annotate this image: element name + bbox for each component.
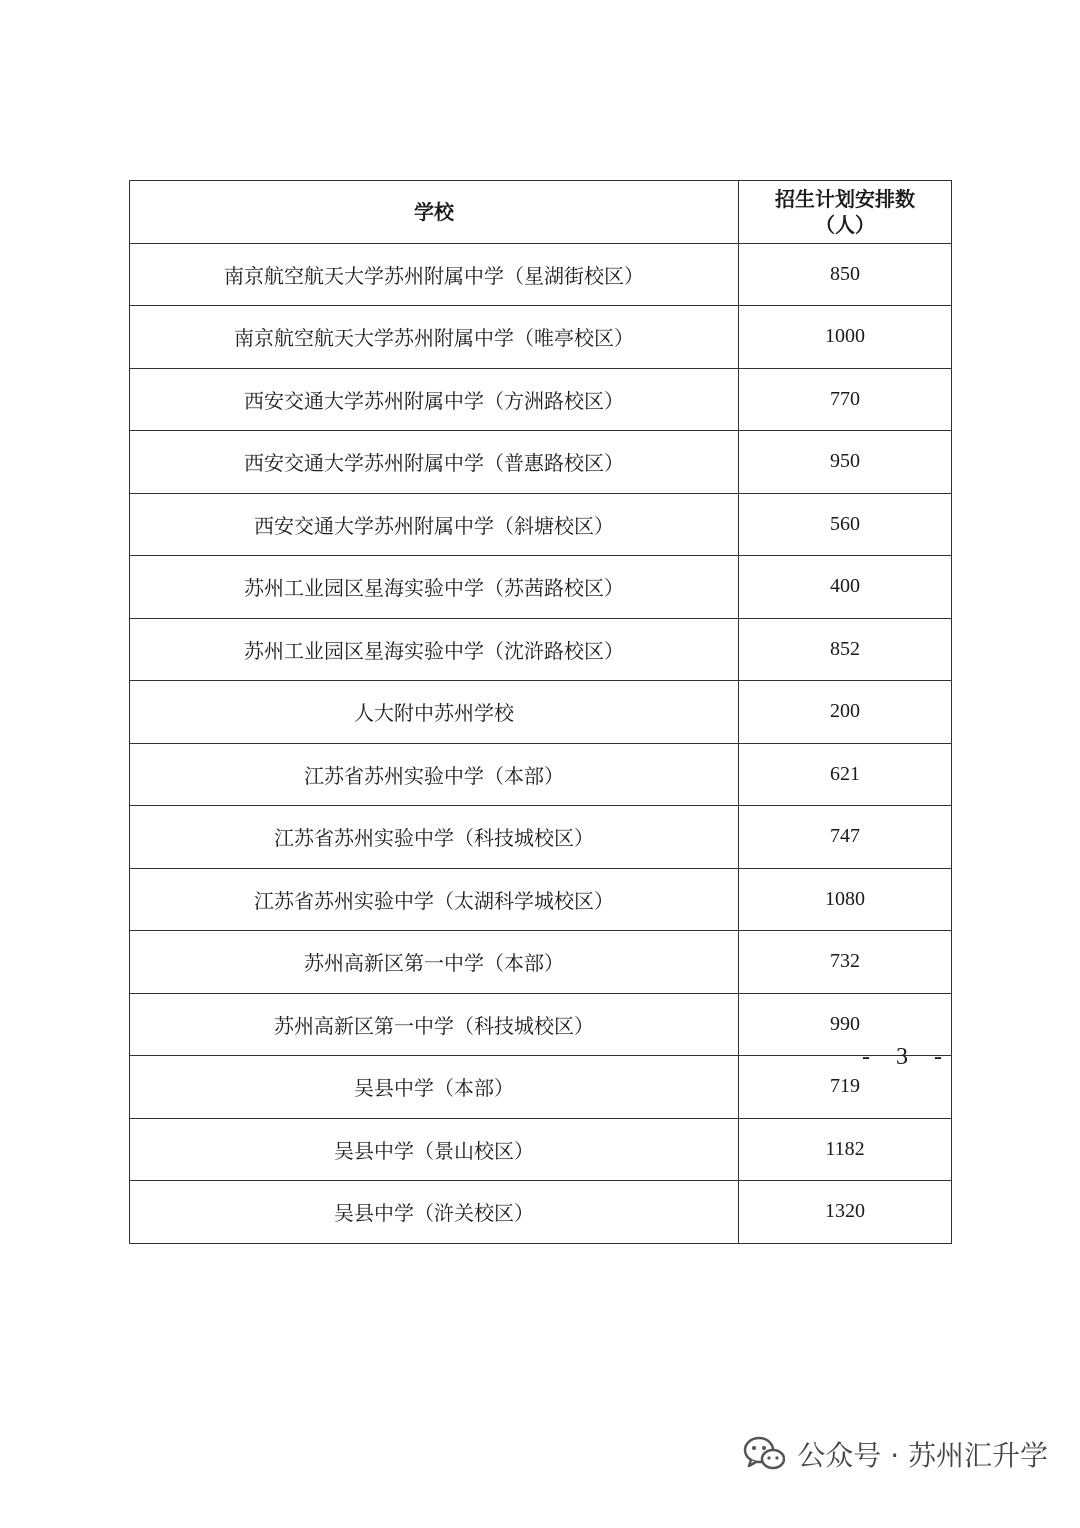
table-row: [130, 681, 952, 744]
plan-count: 852: [739, 618, 952, 681]
enrollment-plan-table: [129, 180, 952, 1244]
plan-count: 732: [739, 931, 952, 994]
table-row: [130, 806, 952, 869]
table-row: [130, 1118, 952, 1181]
school-name: 吴县中学（浒关校区）: [130, 1181, 739, 1244]
table-row: [130, 743, 952, 806]
plan-count: 1080: [739, 868, 952, 931]
plan-count: 770: [739, 368, 952, 431]
plan-count: 1320: [739, 1181, 952, 1244]
watermark: [743, 1434, 1048, 1474]
plan-count: 950: [739, 431, 952, 494]
plan-count: 200: [739, 681, 952, 744]
plan-count: 747: [739, 806, 952, 869]
table-row: [130, 368, 952, 431]
wechat-icon: [743, 1436, 785, 1472]
plan-count: 719: [739, 1056, 952, 1119]
school-name: 江苏省苏州实验中学（太湖科学城校区）: [130, 868, 739, 931]
school-name: 江苏省苏州实验中学（本部）: [130, 743, 739, 806]
plan-count: 850: [739, 243, 952, 306]
school-name: 人大附中苏州学校: [130, 681, 739, 744]
school-name: 西安交通大学苏州附属中学（方洲路校区）: [130, 368, 739, 431]
table-row: [130, 493, 952, 556]
plan-count: 1000: [739, 306, 952, 369]
watermark-text: 公众号 · 苏州汇升学: [797, 1439, 1048, 1472]
table-row: [130, 931, 952, 994]
table-row: [130, 431, 952, 494]
header-plan-line2: （人）: [815, 212, 875, 237]
school-name: 吴县中学（本部）: [130, 1056, 739, 1119]
plan-count: 621: [739, 743, 952, 806]
school-name: 西安交通大学苏州附属中学（普惠路校区）: [130, 431, 739, 494]
school-name: 南京航空航天大学苏州附属中学（星湖街校区）: [130, 243, 739, 306]
school-name: 苏州工业园区星海实验中学（苏茜路校区）: [130, 556, 739, 619]
table-row: [130, 306, 952, 369]
plan-count: 560: [739, 493, 952, 556]
plan-count: 400: [739, 556, 952, 619]
school-name: 苏州高新区第一中学（本部）: [130, 931, 739, 994]
page-number: - 3 -: [862, 1044, 952, 1070]
header-plan: [739, 181, 952, 244]
table-row: [130, 243, 952, 306]
plan-count: 1182: [739, 1118, 952, 1181]
school-name: 江苏省苏州实验中学（科技城校区）: [130, 806, 739, 869]
school-name: 苏州工业园区星海实验中学（沈浒路校区）: [130, 618, 739, 681]
school-name: 西安交通大学苏州附属中学（斜塘校区）: [130, 493, 739, 556]
school-name: 苏州高新区第一中学（科技城校区）: [130, 993, 739, 1056]
plan-count: 990: [739, 993, 952, 1056]
school-name: 吴县中学（景山校区）: [130, 1118, 739, 1181]
table-row: [130, 1056, 952, 1119]
table-row: [130, 993, 952, 1056]
header-school: 学校: [130, 181, 739, 244]
table-row: [130, 618, 952, 681]
header-plan-line1: 招生计划安排数: [775, 186, 915, 211]
table-header-row: [130, 181, 952, 244]
table-row: [130, 868, 952, 931]
table-row: [130, 556, 952, 619]
school-name: 南京航空航天大学苏州附属中学（唯亭校区）: [130, 306, 739, 369]
table-row: [130, 1181, 952, 1244]
